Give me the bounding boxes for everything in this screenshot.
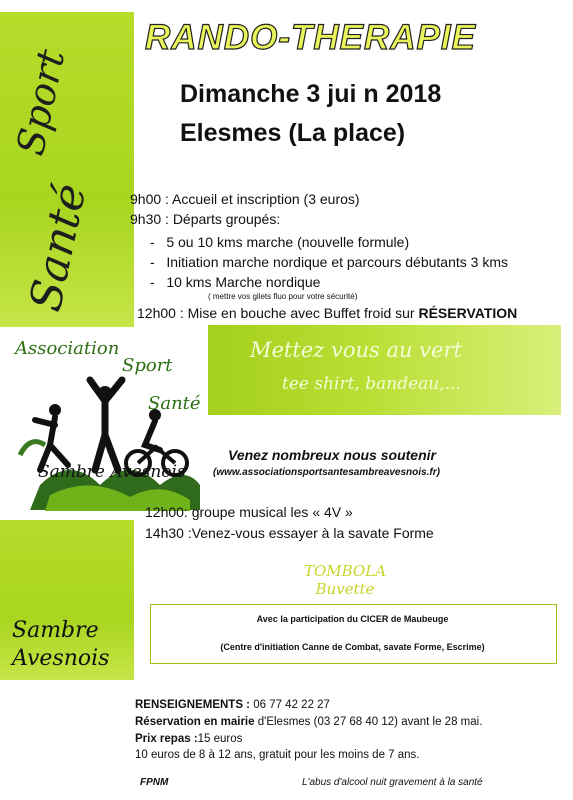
banner-line-2: tee shirt, bandeau,... — [282, 374, 461, 394]
program-bullet: - 10 kms Marche nordique — [150, 274, 321, 290]
cicer-box — [150, 604, 557, 664]
tombola-title: TOMBOLA — [303, 562, 387, 580]
event-place: Elesmes (La place) — [180, 119, 406, 147]
info-renseignements: RENSEIGNEMENTS : 06 77 42 22 27 — [135, 699, 330, 711]
cicer-line-1: Avec la participation du CICER de Maubeuge — [256, 614, 449, 624]
association-logo — [10, 335, 205, 515]
program-note: ( mettre vos gilets fluo pour votre sécurité) — [208, 292, 358, 301]
program-bullet: - Initiation marche nordique et parcours débutants 3 kms — [150, 254, 508, 270]
program-line-1: 9h00 : Accueil et inscription (3 euros) — [130, 191, 360, 207]
footer-left: FPNM — [140, 777, 169, 788]
logo-word-sport: Sport — [122, 355, 173, 376]
program-lunch: 12h00 : Mise en bouche avec Buffet froid sur RÉSERVATION — [137, 305, 518, 321]
cicer-line-2: (Centre d'initiation Canne de Combat, savate Forme, Escrime) — [220, 642, 485, 652]
info-reservation: Réservation en mairie d'Elesmes (03 27 68 40 12) avant le 28 mai. — [135, 716, 483, 728]
afternoon-line-1: 12h00: groupe musical les « 4V » — [145, 504, 353, 520]
logo-word-association: Association — [15, 338, 120, 359]
program-bullet: - 5 ou 10 kms marche (nouvelle formule) — [150, 234, 410, 250]
footer-right: L'abus d'alcool nuit gravement à la santé — [302, 777, 483, 788]
page-title: RANDO-THERAPIE — [145, 18, 476, 57]
info-prix-line2: 10 euros de 8 à 12 ans, gratuit pour les moins de 7 ans. — [135, 749, 420, 761]
support-website: (www.associationsportsantesambreavesnois.fr) — [213, 467, 440, 478]
info-prix: Prix repas :15 euros — [135, 733, 243, 745]
logo-word-sambre-avesnois: Sambre Avesnois — [38, 462, 186, 482]
side-word-sport: Sport — [8, 45, 74, 160]
tombola-buvette: Buvette — [315, 580, 375, 598]
side-word-sante: Santé — [20, 179, 97, 316]
side-word-sambre: Sambre — [12, 618, 99, 643]
program-line-2: 9h30 : Départs groupés: — [130, 211, 281, 227]
athletes-silhouette-icon — [10, 335, 205, 515]
event-date: Dimanche 3 jui n 2018 — [180, 80, 442, 108]
banner-line-1: Mettez vous au vert — [250, 338, 462, 362]
logo-word-sante: Santé — [148, 393, 201, 414]
support-headline: Venez nombreux nous soutenir — [228, 447, 436, 463]
side-word-avesnois: Avesnois — [12, 646, 110, 671]
afternoon-line-2: 14h30 :Venez-vous essayer à la savate Forme — [145, 525, 434, 541]
